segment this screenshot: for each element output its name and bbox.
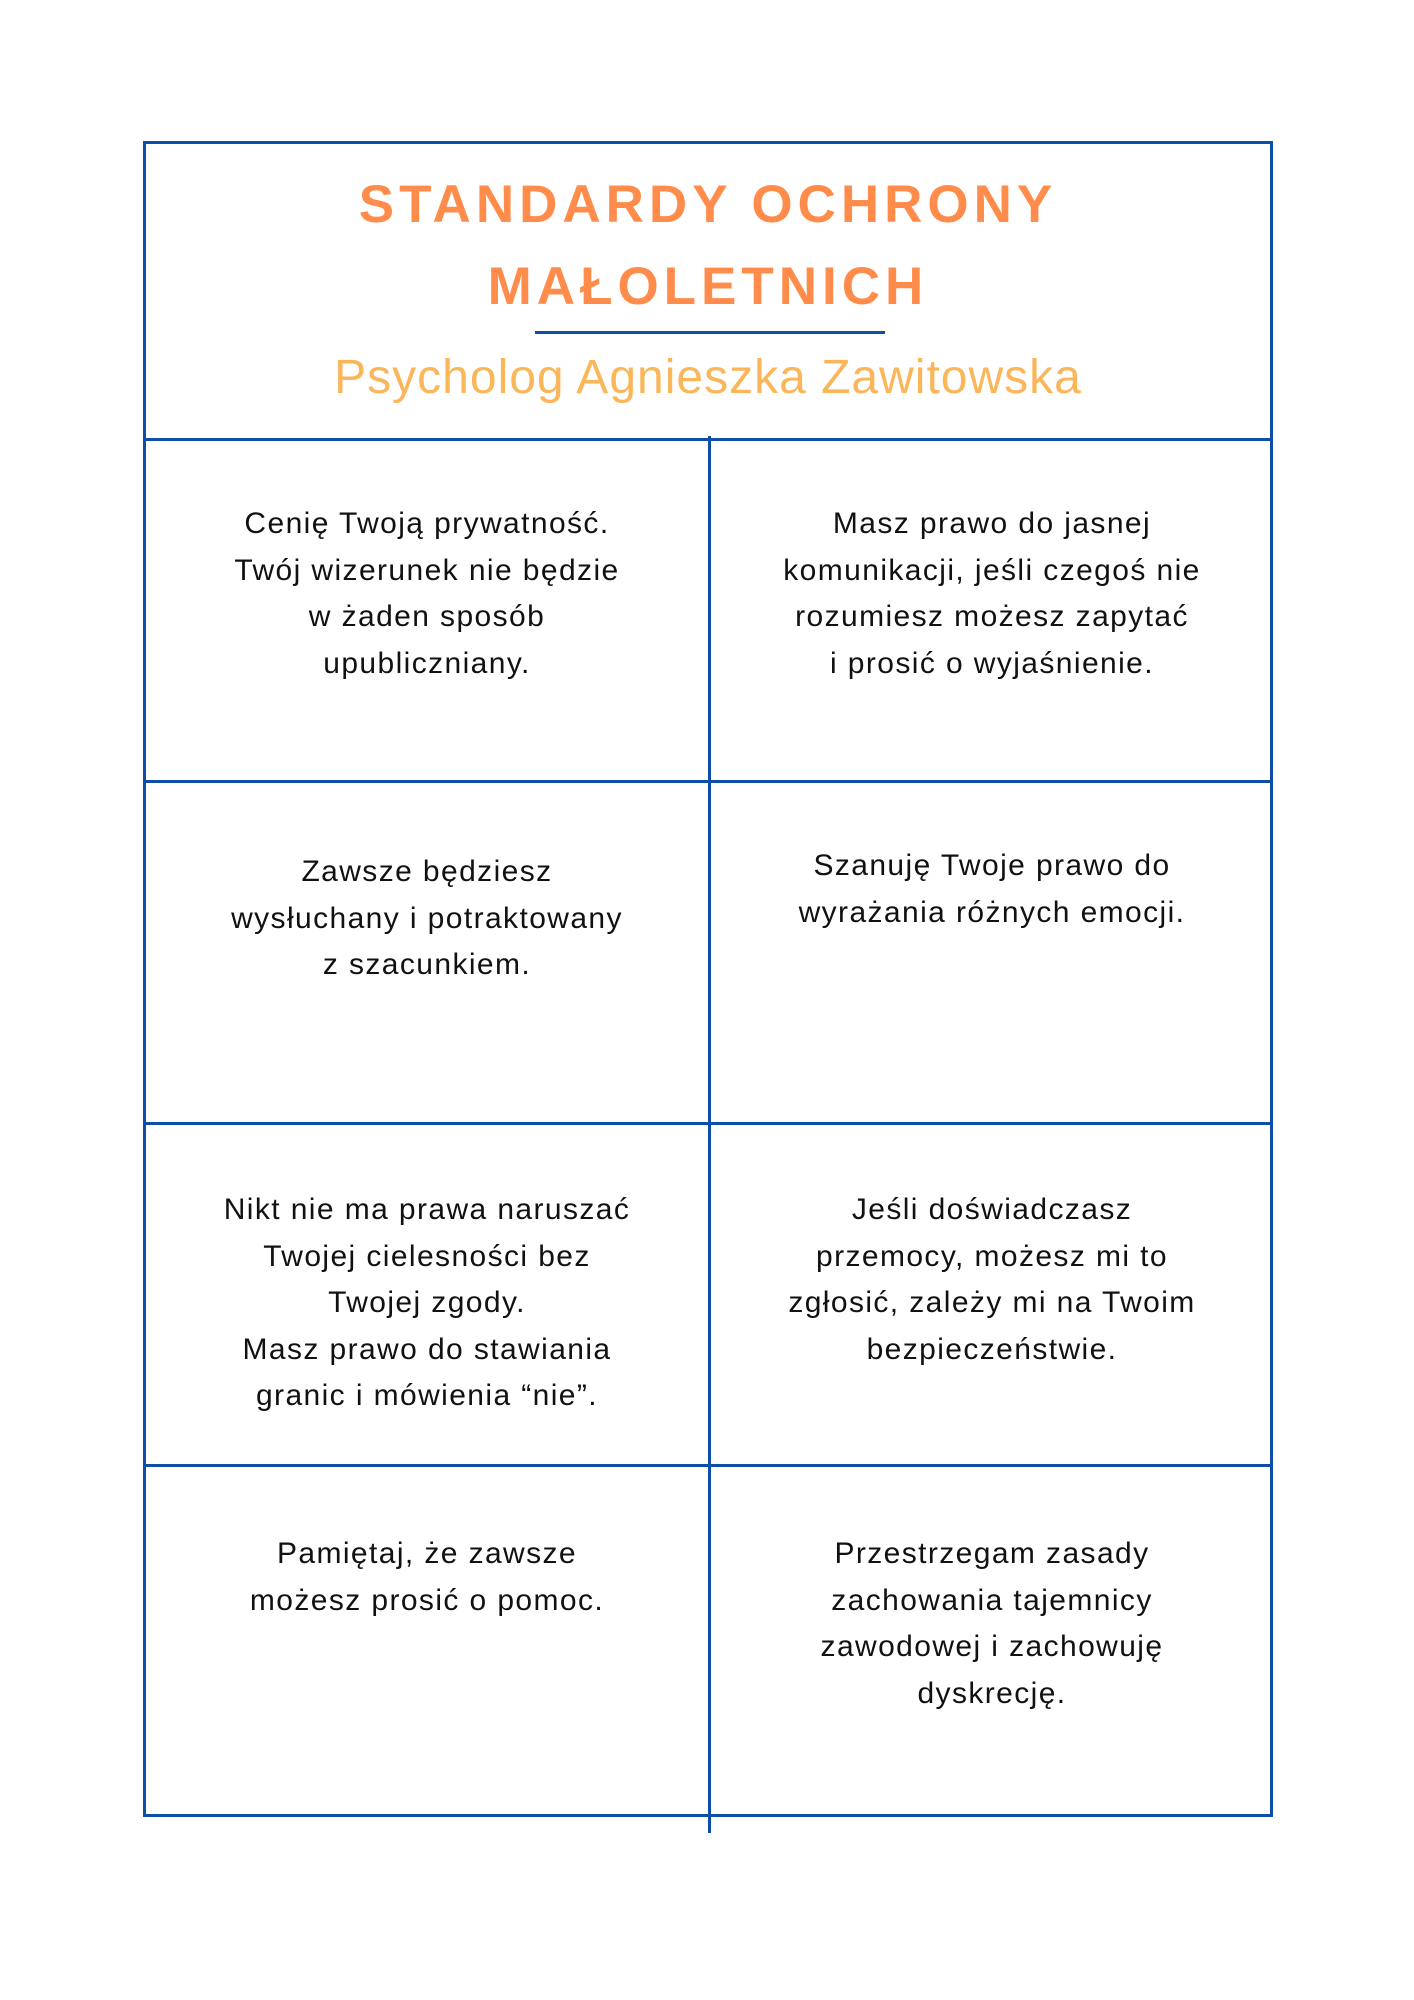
card-text-line: Masz prawo do jasnej	[832, 507, 1152, 540]
header	[146, 144, 1270, 442]
card-emotions	[711, 783, 1273, 1122]
card-text-line: komunikacji, jeśli czegoś nie	[783, 553, 1201, 587]
card-text-line: Twojej zgody.	[328, 1286, 526, 1319]
card-text-line: Szanuję Twoje prawo do	[813, 849, 1171, 882]
card-text-line: zgłosić, zależy mi na Twoim	[788, 1286, 1196, 1319]
subtitle: Psycholog Agnieszka Zawitowska	[334, 351, 1082, 404]
card-text-line: dyskrecję.	[917, 1676, 1067, 1710]
card-text-line: w żaden sposób	[308, 600, 546, 633]
card-text-line: bezpieczeństwie.	[866, 1332, 1118, 1366]
card-text-line: Nikt nie ma prawa naruszać	[223, 1193, 631, 1226]
page-title	[146, 164, 1270, 328]
card-privacy	[146, 441, 708, 780]
card-text-line: i prosić o wyjaśnienie.	[830, 646, 1154, 680]
title-divider	[535, 331, 885, 334]
card-text-line: Twojej cielesności bez	[263, 1239, 591, 1273]
card-text-line: rozumiesz możesz zapytać	[795, 600, 1189, 633]
card-communication	[711, 441, 1273, 780]
card-text-line: granic i mówienia “nie”.	[255, 1379, 599, 1412]
card-text-line: zawodowej i zachowuję	[820, 1630, 1164, 1663]
card-text-line: Masz prawo do stawiania	[242, 1332, 612, 1366]
card-text-line: przemocy, możesz mi to	[816, 1239, 1168, 1273]
card-text-line: upubliczniany.	[323, 646, 531, 680]
card-text-line: Pamiętaj, że zawsze	[276, 1537, 578, 1570]
card-text-line: Przestrzegam zasady	[834, 1537, 1150, 1570]
card-text-line: wysłuchany i potraktowany	[231, 901, 623, 935]
card-text-line: Jeśli doświadczasz	[851, 1193, 1133, 1226]
card-help	[146, 1471, 708, 1810]
card-text-line: zachowania tajemnicy	[831, 1583, 1153, 1617]
card-text-line: Twój wizerunek nie będzie	[234, 553, 620, 587]
card-boundaries	[146, 1127, 708, 1466]
card-confidentiality	[711, 1471, 1273, 1810]
title-line-2: MAŁOLETNICH	[487, 257, 929, 316]
card-respect	[146, 789, 708, 1128]
card-text-line: Zawsze będziesz	[301, 855, 553, 888]
card-text-line: z szacunkiem.	[322, 948, 532, 981]
card-text-line: wyrażania różnych emocji.	[798, 895, 1186, 929]
title-line-1: STANDARDY OCHRONY	[358, 175, 1058, 234]
card-text-line: możesz prosić o pomoc.	[249, 1583, 605, 1617]
card-violence-report	[711, 1127, 1273, 1466]
card-text-line: Cenię Twoją prywatność.	[244, 507, 610, 540]
